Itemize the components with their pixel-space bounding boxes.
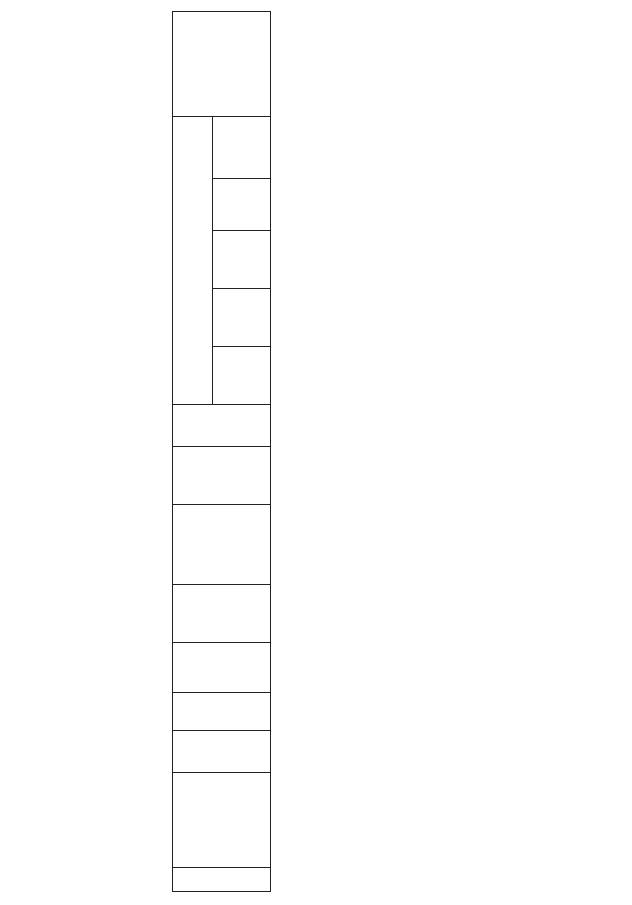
header-num (173, 868, 271, 892)
header-docs (173, 505, 271, 585)
header-grbs (173, 731, 271, 773)
header-cost (173, 447, 271, 505)
header-terms (173, 643, 271, 693)
header-capacity (173, 585, 271, 643)
funding-table (172, 11, 632, 892)
header-name (173, 773, 271, 868)
header-attracted (213, 117, 271, 179)
header-result (173, 12, 271, 117)
header-row (173, 12, 213, 892)
header-funding (173, 117, 213, 405)
header-regional (213, 231, 271, 289)
header-ownership (173, 693, 271, 731)
header-federal (213, 289, 271, 347)
header-total (213, 347, 271, 405)
header-period (173, 405, 271, 447)
header-local (213, 179, 271, 231)
